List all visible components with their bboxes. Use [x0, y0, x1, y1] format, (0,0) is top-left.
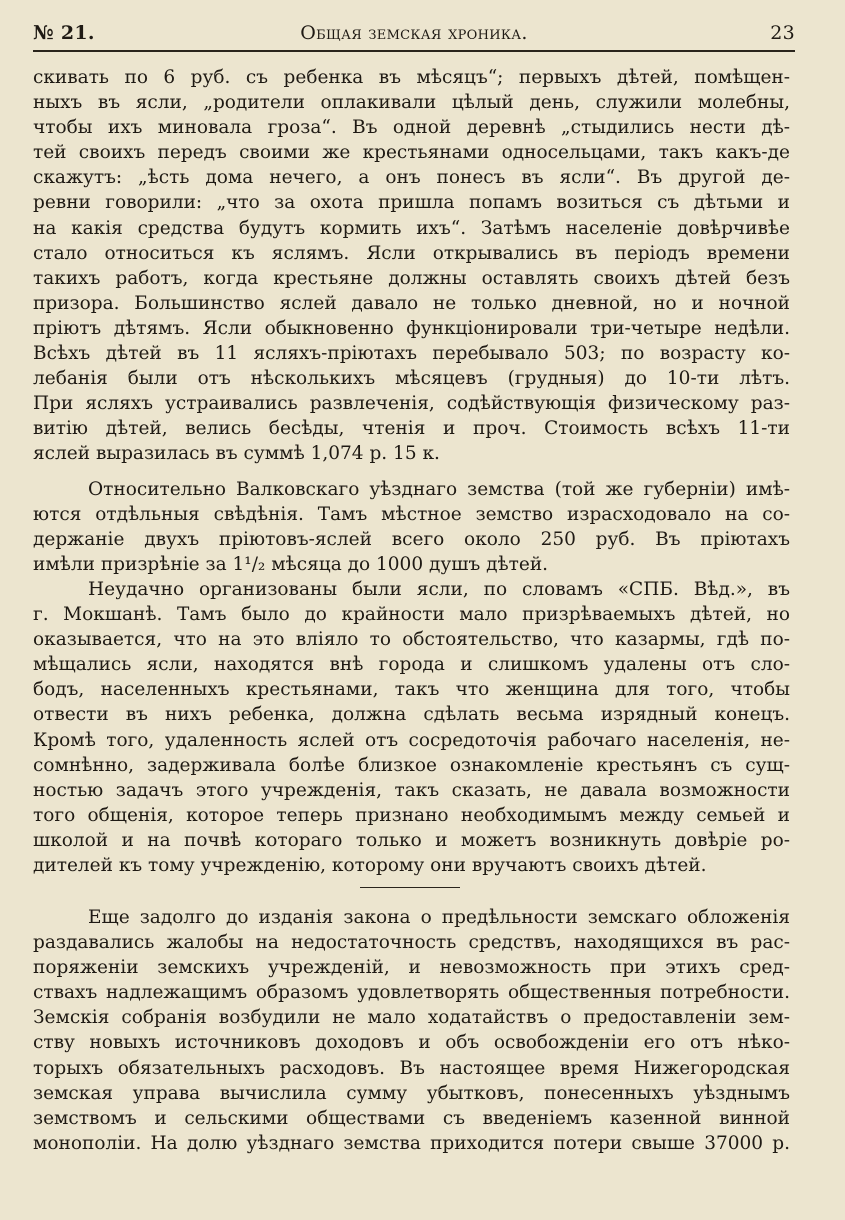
text-line: лебанія были отъ нѣсколькихъ мѣсяцевъ (грудныя) до 10-ти лѣтъ. [33, 368, 790, 390]
text-line: торыхъ обязательныхъ расходовъ. Въ настоящее время Нижегородская [33, 1057, 790, 1079]
text-line: ствахъ надлежащимъ образомъ удовлетворять общественныя потребности. [33, 982, 790, 1004]
text-line: скажутъ: „ѣсть дома нечего, а онъ понесъ въ ясли“. Въ другой де- [33, 167, 790, 189]
text-line: мѣщались ясли, находятся внѣ города и слишкомъ удалены отъ сло- [33, 654, 790, 676]
text-line: ются отдѣльныя свѣдѣнія. Тамъ мѣстное земство израсходовало на со- [33, 504, 790, 526]
text-line: яслей выразилась въ суммѣ 1,074 р. 15 к. [33, 443, 440, 465]
text-line: раздавались жалобы на недостаточность средствъ, находящихся въ рас- [33, 932, 790, 954]
paragraph-valki [33, 477, 790, 577]
text-line: земствомъ и сельскими обществами съ введеніемъ казенной винной [33, 1107, 790, 1129]
text-line: земская управа вычислила сумму убытковъ, понесенныхъ уѣзднымъ [33, 1082, 790, 1104]
text-line: школой и на почвѣ котораго только и можетъ возникнуть довѣріе ро- [33, 829, 790, 851]
text-line: пріютъ дѣтямъ. Ясли обыкновенно функціонировали три-четыре недѣли. [33, 317, 790, 339]
text-line: оказывается, что на это вліяло то обстоятельство, что казармы, гдѣ по- [33, 629, 790, 651]
text-line: того общенія, которое теперь признано необходимымъ между семьей и [33, 804, 790, 826]
text-line: чтобы ихъ миновала гроза“. Въ одной деревнѣ „стыдились нести дѣ- [33, 117, 790, 139]
text-line: дителей къ тому учрежденію, которому они вручаютъ своихъ дѣтей. [33, 855, 707, 877]
header-rule [33, 50, 795, 52]
text-line: При ясляхъ устраивались развлеченія, содѣйствующія физическому раз- [33, 393, 790, 415]
text-line: тей своихъ передъ своими же крестьянами односельцами, такъ какъ-де [33, 142, 790, 164]
text-line: стало относиться къ яслямъ. Ясли открывались въ періодъ времени [33, 242, 790, 264]
text-line: г. Мокшанѣ. Тамъ было до крайности мало призрѣваемыхъ дѣтей, но [33, 604, 790, 626]
section-title: Общая земская хроника. [300, 22, 528, 44]
text-line: скивать по 6 руб. съ ребенка въ мѣсяцъ“; первыхъ дѣтей, помѣщен- [33, 67, 790, 88]
text-line: Неудачно организованы были ясли, по словамъ «СПБ. Вѣд.», въ [88, 579, 790, 600]
paragraph-nursery-report [33, 65, 790, 467]
text-line: ностью задачъ этого учрежденія, такъ сказать, не давала возможности [33, 779, 790, 801]
paragraph-zemstvo-finances [33, 905, 790, 1156]
text-line: призора. Большинство яслей давало не только дневной, но и ночной [33, 292, 790, 314]
text-line: сомнѣнно, задерживала болѣе близкое ознакомленіе крестьянъ съ сущ- [33, 754, 790, 776]
text-line: Всѣхъ дѣтей въ 11 ясляхъ-пріютахъ перебывало 503; по возрасту ко- [33, 343, 790, 365]
text-line: на какія средства будутъ кормить ихъ“. Затѣмъ населеніе довѣрчивѣе [33, 217, 790, 239]
text-line: поряженіи земскихъ учрежденій, и невозможность при этихъ сред- [33, 957, 790, 979]
section-divider [360, 887, 460, 888]
text-line: Еще задолго до изданія закона о предѣльности земскаго обложенія [88, 907, 790, 928]
page-number: 23 [770, 22, 795, 44]
text-line: отвести въ нихъ ребенка, должна сдѣлать весьма изрядный конецъ. [33, 704, 790, 726]
text-line: бодъ, населенныхъ крестьянами, такъ что женщина для того, чтобы [33, 679, 790, 701]
text-line: Кромѣ того, удаленность яслей отъ сосредоточія рабочаго населенія, не- [33, 729, 790, 751]
text-line: ревни говорили: „что за охота пришла попамъ возиться съ дѣтьми и [33, 192, 790, 214]
paragraph-mokshan [33, 577, 790, 878]
issue-number: № 21. [33, 22, 95, 44]
text-line: монополіи. На долю уѣзднаго земства приходится потери свыше 37000 р. [33, 1132, 790, 1154]
text-line: Относительно Валковскаго уѣзднаго земства (той же губерніи) имѣ- [88, 479, 790, 500]
text-line: ству новыхъ источниковъ доходовъ и объ освобожденіи его отъ нѣко- [33, 1032, 790, 1054]
text-line: витію дѣтей, велись бесѣды, чтенія и проч. Стоимость всѣхъ 11-ти [33, 418, 790, 440]
text-line: такихъ работъ, когда крестьяне должны оставлять своихъ дѣтей безъ [33, 267, 790, 289]
text-line: ныхъ въ ясли, „родители оплакивали цѣлый день, служили молебны, [33, 92, 790, 114]
running-header [33, 20, 795, 50]
text-line: имѣли призрѣніе за 1¹/₂ мѣсяца до 1000 душъ дѣтей. [33, 554, 549, 576]
text-line: Земскія собранія возбудили не мало ходатайствъ о предоставленіи зем- [33, 1007, 790, 1029]
text-line: держаніе двухъ пріютовъ-яслей всего около 250 руб. Въ пріютахъ [33, 529, 790, 551]
